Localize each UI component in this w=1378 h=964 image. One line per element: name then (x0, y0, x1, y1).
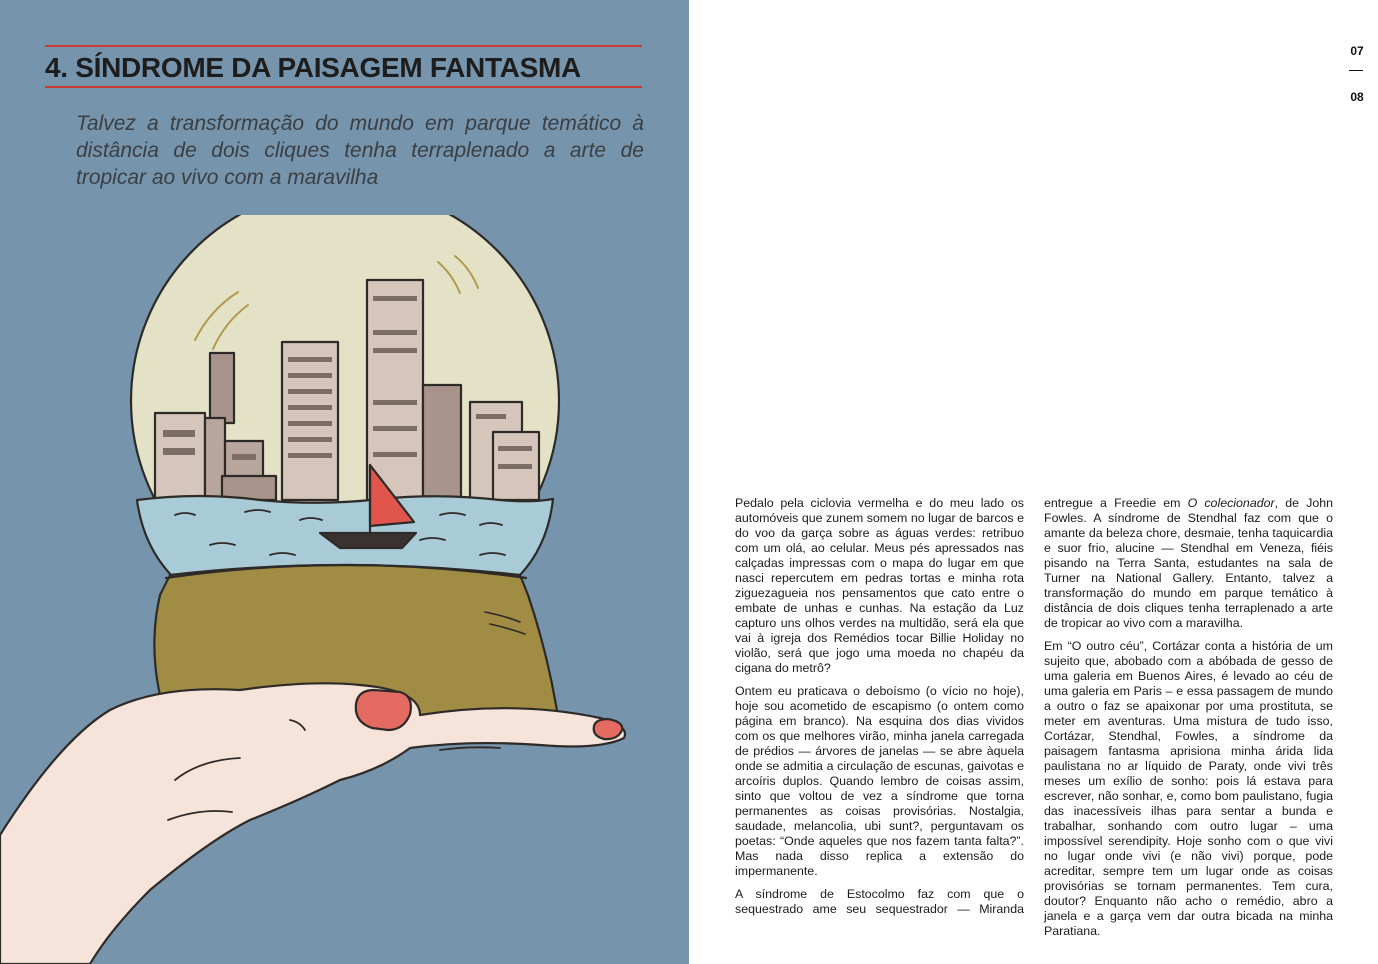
subtitle-lede: Talvez a transformação do mundo em parque temático à distância de dois cliques tenha terraplenado a arte de tropicar ao vivo com a maravilha (76, 112, 644, 189)
page-number-left: 07 (1350, 44, 1364, 58)
section-title: 4. SÍNDROME DA PAISAGEM FANTASMA (45, 52, 581, 83)
snow-globe-illustration (0, 215, 689, 964)
paragraph (1044, 496, 1333, 631)
paragraph: Em “O outro céu”, Cortázar conta a história de um sujeito que, abobado com a abóbada de gesso de uma galeria em Buenos Aires, é levado ao céu de uma galeria em Paris – e essa passagem de mundo a outro o faz se apaixonar por uma prostituta, se meter em aventuras. Uma mistura de tudo isso, Cortázar, Stendhal, Fowles, a síndrome da paisagem fantasma aprisiona minha árida lida paulistana no ar líquido de Paraty, onde vivi três meses um exílio de sonho: pois lá estava para escrever, não sonhar, e, como bom paulistano, fugia das inacessíveis ilhas para sentar a bunda e trabalhar, sonhando com outro lugar – uma impossível serendipity. Hoje sonho com o que vivi no lugar onde vivi (e não vivi) porque, pode acreditar, sempre tem um lugar onde as coisas provisórias se tornam permanentes. Tem cura, doutor? Enquanto não acho o remédio, abro a janela e a garça vem dar outra bicada na minha Paratiana. (1044, 639, 1333, 938)
paragraph: Ontem eu praticava o deboísmo (o vício no hoje), hoje sou acometido de escapismo (o ontem como página em branco). Na esquina dos dias vividos com os que melhores virão, minha janela carregada de prédios — árvores de janelas — se abre àquela onde se admitia a circulação de escunas, gaivotas e arcoíris duplos. Quando lembro de coisas assim, sinto que voltou de vez a síndrome que torna permanentes as coisas provisórias. Nostalgia, saudade, melancolia, ubi sunt?, perguntavam os poetas: “Onde aqueles que nos fazem tanta falta?”. Mas nada disso replica a extensão do impermanente. (735, 684, 1024, 878)
paragraph: Pedalo pela ciclovia vermelha e do meu lado os automóveis que zunem somem no lugar de barcos e do voo da garça sobre as águas verdes: retribuo com um olá, ao celular. Meus pés apressados nas calçadas impressas com o mapa do lugar em que nasci repercutem em pedras tortas e minha rota ziguezagueia nos pensamentos que cato entre o embate de unhas e cunhas. Na estação da Luz capturo uns olhos verdes na multidão, será ela que vai à igreja dos Remédios tocar Billie Holiday no violão, será que jogo uma moeda no chapéu da cigana do metrô? (735, 496, 1024, 675)
text-column-1 (735, 496, 1024, 925)
hand (0, 683, 625, 964)
paragraph-text: , de John Fowles. A síndrome de Stendhal faz com que o amante da beleza chore, desmaie, tenha taquicardia e suor frio, alucine — Stendhal em Veneza, fiéis pisando na Terra Santa, estudantes na sala de Turner na National Gallery. Entanto, talvez a transformação do mundo em parque temático à distância de dois cliques tenha terraplenado a arte de tropicar ao vivo com a maravilha. (1044, 496, 1333, 630)
paragraph: A síndrome de Estocolmo faz com que o sequestrado ame seu sequestrador — Miranda (735, 887, 1024, 916)
title-rule-top (45, 45, 642, 47)
page-number-separator (1349, 70, 1363, 71)
paragraph-text: entregue a Freedie em (1044, 496, 1188, 510)
page-number-right: 08 (1350, 90, 1364, 104)
book-title: O colecionador (1187, 496, 1275, 510)
title-rule-bottom (45, 86, 642, 88)
text-column-2 (1044, 496, 1333, 947)
